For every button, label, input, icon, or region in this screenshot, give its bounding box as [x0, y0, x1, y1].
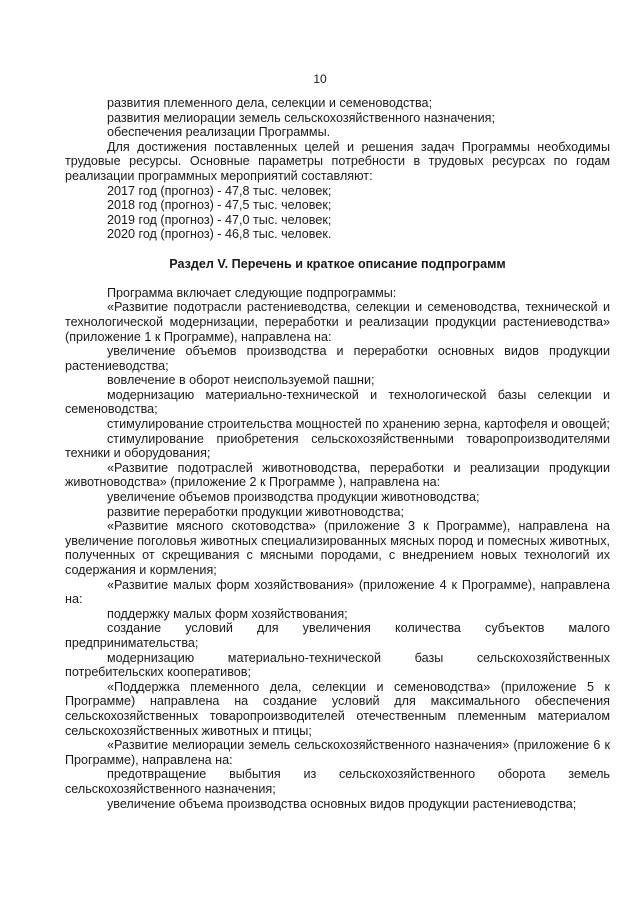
- paragraph: 2019 год (прогноз) - 47,0 тыс. человек;: [107, 212, 332, 227]
- paragraph: модернизацию материально-технической базы сельскохозяйственных потребительских кооперативов;: [65, 650, 610, 680]
- paragraph: Для достижения поставленных целей и решения задач Программы необходимы трудовые ресурсы. Основные параметры потребности в трудовых ресурсах по годам реализации программных мероприятий составляют:: [65, 139, 610, 183]
- spacer: [65, 242, 610, 257]
- paragraph: «Развитие малых форм хозяйствования» (приложение 4 к Программе), направлена на:: [65, 577, 610, 607]
- paragraph: развитие переработки продукции животноводства;: [107, 504, 404, 519]
- paragraph: 2018 год (прогноз) - 47,5 тыс. человек;: [107, 198, 332, 213]
- paragraph: создание условий для увеличения количества субъектов малого предпринимательства;: [65, 621, 610, 650]
- paragraph: «Развитие подотрасли растениеводства, селекции и семеноводства, технической и технологической модернизации, переработки и реализации продукции растениеводства» (приложение 1 к Программе), направлена на:: [65, 300, 610, 344]
- paragraph: увеличение объемов производства продукции животноводства;: [107, 490, 480, 505]
- paragraph: увеличение объемов производства и переработки основных видов продукции растениеводства;: [65, 344, 610, 373]
- paragraph: Программа включает следующие подпрограммы:: [107, 285, 397, 300]
- paragraph: «Развитие мелиорации земель сельскохозяйственного назначения» (приложение 6 к Программе), направлена на:: [65, 738, 610, 767]
- paragraph: развития племенного дела, селекции и семеноводства;: [107, 96, 433, 110]
- document-body: [65, 96, 610, 811]
- paragraph: модернизацию материально-технической и технологической базы селекции и семеноводства;: [65, 387, 610, 417]
- paragraph: «Поддержка племенного дела, селекции и семеноводства» (приложение 5 к Программе) направлена на создание условий для максимального обеспечения сельскохозяйственных товаропроизводителей отечественным племенным материалом сельскохозяйственных животных и птицы;: [65, 679, 610, 738]
- paragraph: 2017 год (прогноз) - 47,8 тыс. человек;: [107, 183, 332, 198]
- spacer: [65, 271, 610, 286]
- page-number: 10: [313, 72, 327, 86]
- paragraph: обеспечения реализации Программы.: [107, 125, 331, 140]
- paragraph: «Развитие мясного скотоводства» (приложение 3 к Программе), направлена на увеличение поголовья животных специализированных мясных пород и помесных животных, полученных от скрещивания с мясными породами, с внедрением новых технологий их содержания и кормления;: [65, 519, 610, 577]
- paragraph: стимулирование приобретения сельскохозяйственными товаропроизводителями техники и оборудования;: [65, 431, 610, 461]
- paragraph: вовлечение в оборот неиспользуемой пашни;: [107, 373, 375, 388]
- paragraph: увеличение объема производства основных видов продукции растениеводства;: [107, 796, 577, 811]
- paragraph: «Развитие подотраслей животноводства, переработки и реализации продукции животноводства» (приложение 2 к Программе ), направлена на:: [65, 460, 610, 490]
- paragraph: предотвращение выбытия из сельскохозяйственного оборота земель сельскохозяйственного назначения;: [65, 767, 610, 796]
- paragraph: развития мелиорации земель сельскохозяйственного назначения;: [107, 110, 495, 125]
- paragraph: поддержку малых форм хозяйствования;: [107, 606, 348, 621]
- section-heading: Раздел V. Перечень и краткое описание подпрограмм: [169, 256, 506, 271]
- paragraph: стимулирование строительства мощностей по хранению зерна, картофеля и овощей;: [107, 417, 610, 432]
- paragraph: 2020 год (прогноз) - 46,8 тыс. человек.: [107, 227, 332, 242]
